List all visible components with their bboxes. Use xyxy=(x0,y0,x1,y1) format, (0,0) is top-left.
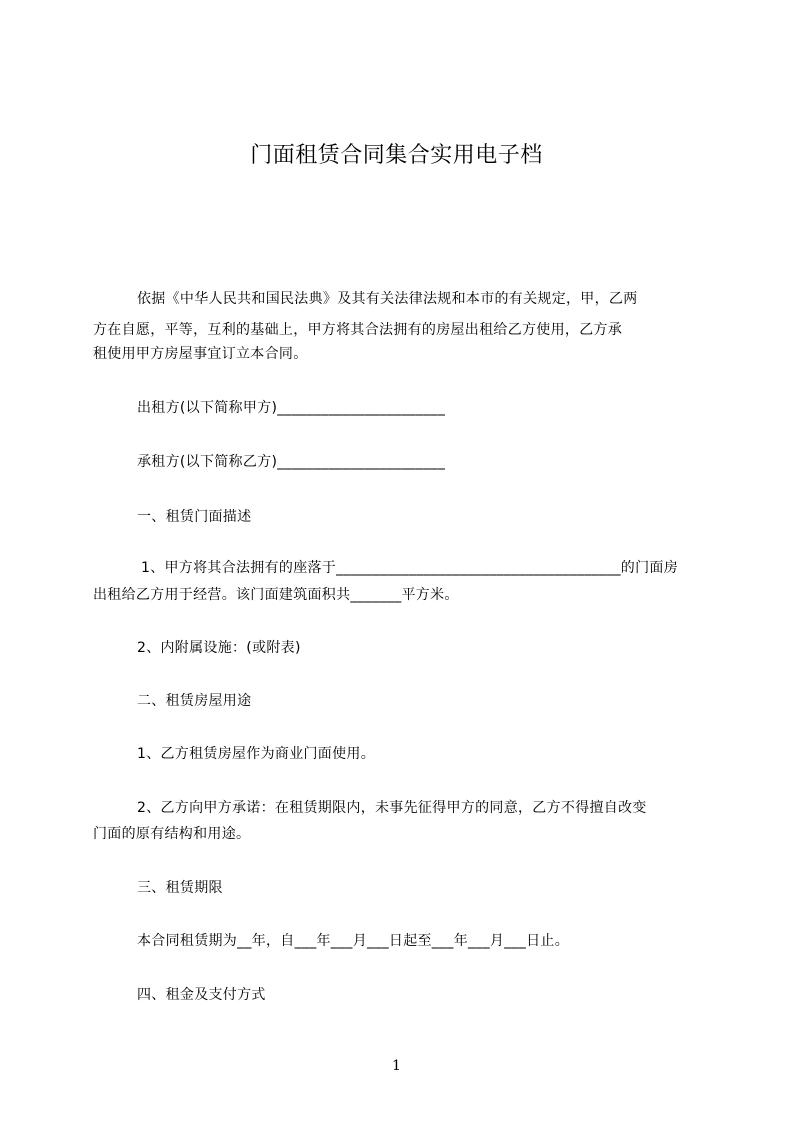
clause-2-2-line-1: 2、乙方向甲方承诺：在租赁期限内，未事先征得甲方的同意，乙方不得擅自改变 xyxy=(137,800,647,816)
intro-paragraph-line-2: 方在自愿，平等，互利的基础上，甲方将其合法拥有的房屋出租给乙方使用，乙方承 xyxy=(93,322,623,338)
clause-2-1: 1、乙方租赁房屋作为商业门面使用。 xyxy=(137,746,376,762)
lessor-line: 出租方(以下简称甲方)_______________________ xyxy=(137,400,446,416)
clause-1-1-line-2: 出租给乙方用于经营。该门面建筑面积共_______平方米。 xyxy=(93,587,459,603)
intro-paragraph-line-1: 依据《中华人民共和国民法典》及其有关法律法规和本市的有关规定，甲，乙两 xyxy=(137,291,638,307)
page-number: 1 xyxy=(392,1058,401,1074)
section-heading-1: 一、租赁门面描述 xyxy=(137,509,252,525)
intro-paragraph-line-3: 租使用甲方房屋事宜订立本合同。 xyxy=(93,346,308,362)
section-heading-3: 三、租赁期限 xyxy=(137,880,223,896)
clause-1-2: 2、内附属设施：(或附表) xyxy=(137,640,301,656)
clause-2-2-line-2: 门面的原有结构和用途。 xyxy=(93,826,251,842)
clause-3-1: 本合同租赁期为__年，自___年___月___日起至___年___月___日止。 xyxy=(137,933,569,949)
lessee-line: 承租方(以下简称乙方)_______________________ xyxy=(137,454,446,470)
clause-1-1-line-1: 1、甲方将其合法拥有的座落于_______________________________________的门面房 xyxy=(141,560,679,576)
section-heading-4: 四、租金及支付方式 xyxy=(137,987,266,1003)
section-heading-2: 二、租赁房屋用途 xyxy=(137,693,252,709)
document-title: 门面租赁合同集合实用电子档 xyxy=(250,143,543,168)
